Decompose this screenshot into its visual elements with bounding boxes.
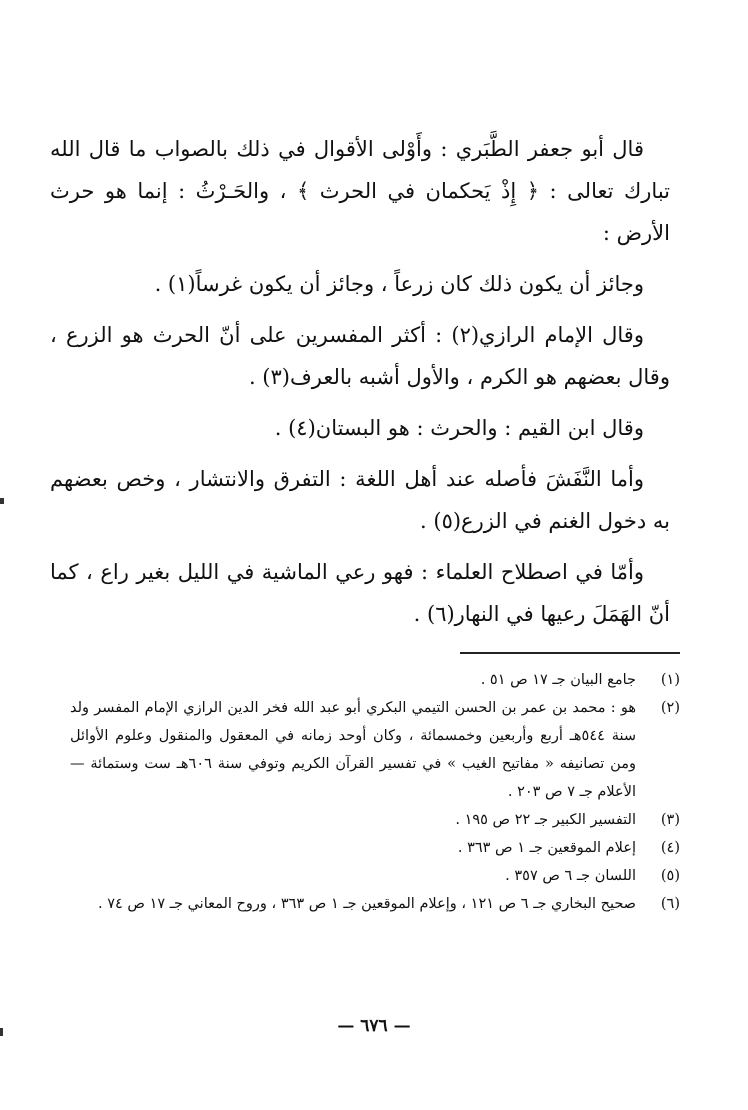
footnote-text: هو : محمد بن عمر بن الحسن التيمي البكري أبو عبد الله فخر الدين الرازي الإمام المفسر ولد سنة ٥٤٤هـ أربع وأربعين وخمسمائة ، وكان أوحد زمانه في المعقول والمنقول وعلوم الأوائل ومن تصانيفه « مفاتيح الغيب » في تفسير القرآن الكريم وتوفي سنة ٦٠٦هـ ست وستمائة — الأعلام جـ ٧ ص ٢٠٣ . [70,700,636,800]
paragraph-6: وأمّا في اصطلاح العلماء : فهو رعي الماشية في الليل بغير راع ، كما أنّ الهَمَلَ رعيها في النهار(٦) . [50,560,670,626]
paragraph-1: قال أبو جعفر الطَّبَري : وأَوْلى الأقوال في ذلك بالصواب ما قال الله تبارك تعالى : ﴿ إِذْ يَحكمان في الحرث ﴾ ، والحَـرْثُ : إنما هو حرث الأرض : [50,137,670,245]
page-number: — ٦٧٦ — [337,1016,411,1036]
main-text [50,128,670,644]
footnote-number: (٦) [660,896,680,912]
footnote-text: التفسير الكبير جـ ٢٢ ص ١٩٥ . [455,812,636,828]
paragraph-3: وقال الإمام الرازي(٢) : أكثر المفسرين على أنّ الحرث هو الزرع ، وقال بعضهم هو الكرم ، والأول أشبه بالعرف(٣) . [50,323,670,389]
footnote-text: جامع البيان جـ ١٧ ص ٥١ . [480,672,636,688]
paragraph-4: وقال ابن القيم : والحرث : هو البستان(٤) . [274,416,644,440]
footnote-6 [70,890,680,918]
scan-edge-mark [0,498,4,504]
footnote-number: (٤) [660,840,680,856]
footnote-5 [70,862,680,890]
footnote-text: اللسان جـ ٦ ص ٣٥٧ . [505,868,636,884]
footnote-text: صحيح البخاري جـ ٦ ص ١٢١ ، وإعلام الموقعين جـ ١ ص ٣٦٣ ، وروح المعاني جـ ١٧ ص ٧٤ . [98,896,636,912]
footnote-3 [70,806,680,834]
scan-edge-mark [0,1028,3,1036]
footnotes [70,666,680,918]
footnote-number: (١) [660,672,680,688]
footnote-1 [70,666,680,694]
footnote-number: (٥) [660,868,680,884]
paragraph-5: وأما النَّفَشَ فأصله عند أهل اللغة : التفرق والانتشار ، وخص بعضهم به دخول الغنم في الزرع(٥) . [50,467,670,533]
footnote-number: (٣) [660,812,680,828]
footnote-number: (٢) [660,700,680,716]
footnote-text: إعلام الموقعين جـ ١ ص ٣٦٣ . [457,840,636,856]
footnote-2 [70,694,680,806]
footnote-separator [460,652,680,654]
footnote-4 [70,834,680,862]
paragraph-2: وجائز أن يكون ذلك كان زرعاً ، وجائز أن يكون غرساً(١) . [154,272,644,296]
